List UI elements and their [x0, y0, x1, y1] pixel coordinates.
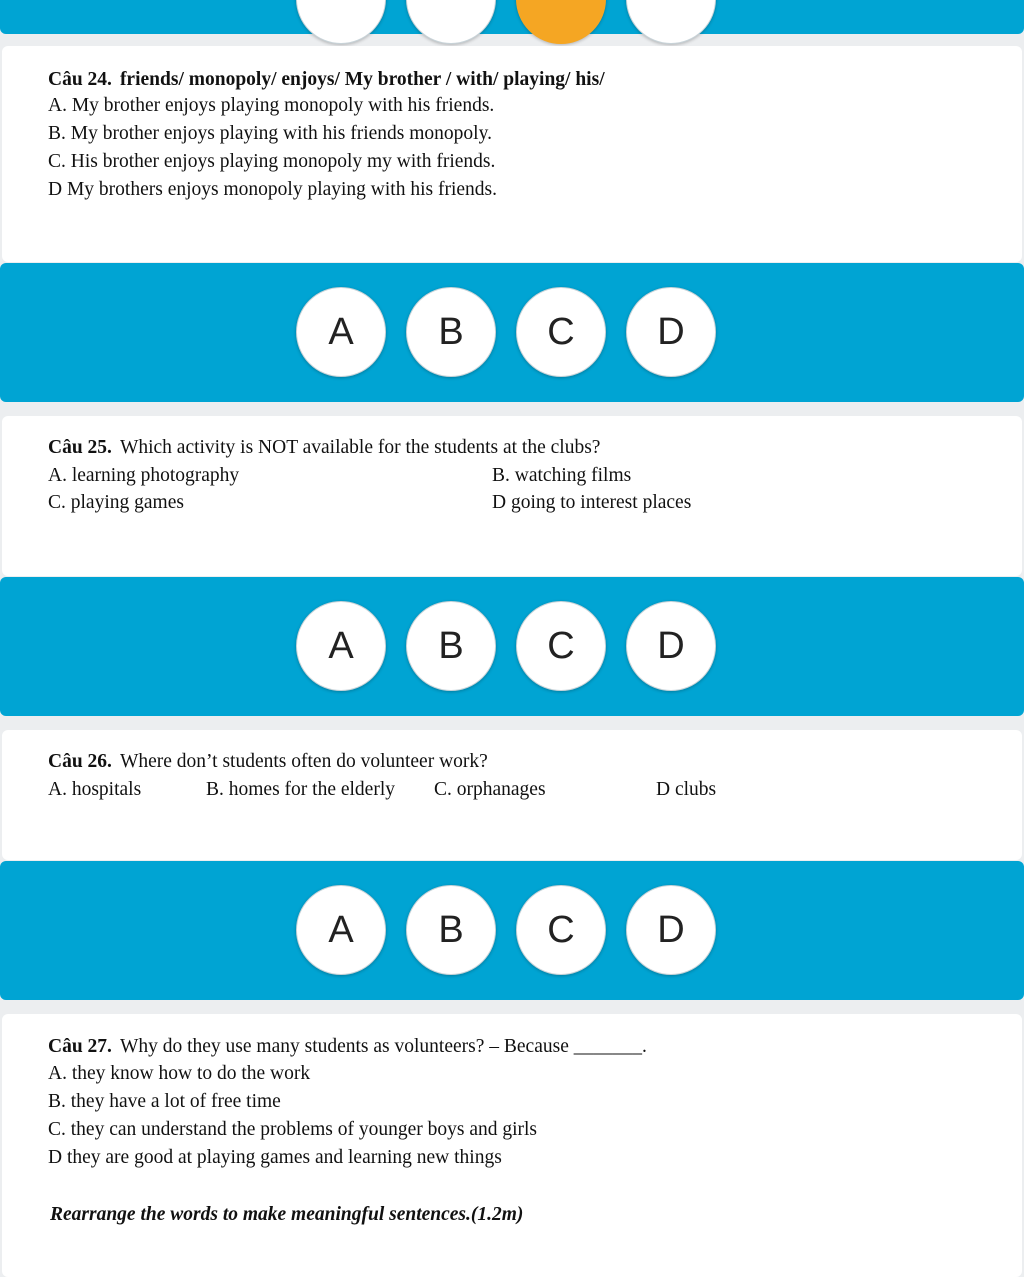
question-number: Câu 27.: [48, 1036, 112, 1057]
option-d: D going to interest places: [492, 492, 692, 513]
option-d: D clubs: [656, 779, 717, 800]
answer-bar-top: [0, 0, 1024, 34]
answer-button-a-top[interactable]: [296, 0, 386, 44]
question-25-prompt: [48, 434, 600, 462]
answer-bar-26: [0, 861, 1024, 1000]
section-instruction: Rearrange the words to make meaningful sentences.(1.2m): [50, 1204, 524, 1225]
option-a: A. learning photography: [48, 465, 240, 486]
question-number: Câu 26.: [48, 751, 112, 772]
option-a: A. they know how to do the work: [48, 1063, 311, 1084]
answer-button-a[interactable]: A: [296, 885, 386, 975]
option-c: C. playing games: [48, 492, 184, 513]
question-card-27: [2, 1014, 1022, 1277]
answer-button-b[interactable]: B: [406, 601, 496, 691]
answer-button-c[interactable]: C: [516, 287, 606, 377]
answer-button-d[interactable]: D: [626, 885, 716, 975]
question-24-prompt: [48, 66, 605, 94]
option-d: D My brothers enjoys monopoly playing with his friends.: [48, 179, 498, 200]
answer-bar-24: [0, 263, 1024, 402]
answer-button-d-top[interactable]: [626, 0, 716, 44]
option-b: B. they have a lot of free time: [48, 1091, 281, 1112]
answer-button-d[interactable]: D: [626, 287, 716, 377]
answer-button-c[interactable]: C: [516, 601, 606, 691]
option-d: D they are good at playing games and learning new things: [48, 1147, 502, 1168]
question-number: Câu 24.: [48, 69, 112, 90]
question-text: Which activity is NOT available for the students at the clubs?: [119, 437, 601, 458]
question-card-25: [2, 416, 1022, 576]
answer-button-c-top-selected[interactable]: [516, 0, 606, 44]
option-b: B. homes for the elderly: [206, 779, 395, 800]
option-b: B. My brother enjoys playing with his friends monopoly.: [48, 123, 492, 144]
question-27-prompt: [48, 1033, 647, 1061]
answer-button-c[interactable]: C: [516, 885, 606, 975]
answer-button-b[interactable]: B: [406, 287, 496, 377]
answer-button-a[interactable]: A: [296, 601, 386, 691]
option-a: A. hospitals: [48, 779, 142, 800]
option-c: C. they can understand the problems of younger boys and girls: [48, 1119, 538, 1140]
answer-button-b-top[interactable]: [406, 0, 496, 44]
question-26-prompt: [48, 748, 488, 776]
option-a: A. My brother enjoys playing monopoly with his friends.: [48, 95, 495, 116]
option-c: C. His brother enjoys playing monopoly my with friends.: [48, 151, 496, 172]
answer-button-d[interactable]: D: [626, 601, 716, 691]
question-number: Câu 25.: [48, 437, 112, 458]
question-text: Where don’t students often do volunteer work?: [119, 751, 488, 772]
answer-bar-25: [0, 577, 1024, 716]
answer-button-b[interactable]: B: [406, 885, 496, 975]
question-card-26: [2, 730, 1022, 860]
option-c: C. orphanages: [434, 779, 546, 800]
option-b: B. watching films: [492, 465, 632, 486]
answer-button-a[interactable]: A: [296, 287, 386, 377]
question-text: friends/ monopoly/ enjoys/ My brother / with/ playing/ his/: [119, 69, 605, 90]
question-card-24: [2, 46, 1022, 262]
question-text: Why do they use many students as volunteers? – Because _______.: [119, 1036, 647, 1057]
